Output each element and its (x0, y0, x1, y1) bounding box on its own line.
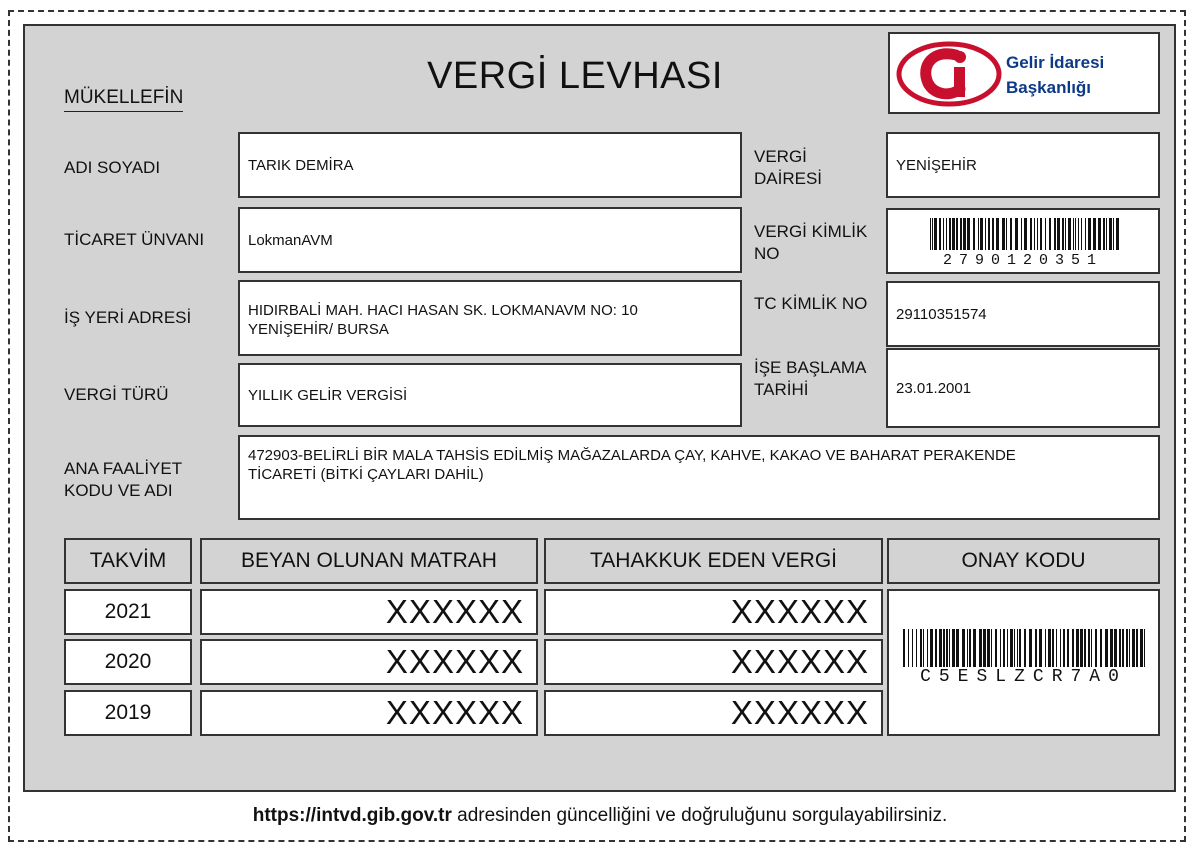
barcode-bar (1048, 629, 1051, 667)
label-ana-faaliyet-line1: ANA FAALİYET (64, 459, 183, 478)
barcode-bar (939, 218, 941, 250)
barcode-bar (1024, 629, 1026, 667)
label-vergi-dairesi-line2: DAİRESİ (754, 169, 823, 188)
barcode-bar (1052, 629, 1054, 667)
barcode-bar (1113, 218, 1114, 250)
barcode-bar (963, 218, 966, 250)
barcode-bar (1030, 218, 1032, 250)
barcode-bar (903, 629, 905, 667)
barcode-bar (946, 218, 947, 250)
barcode-bar (1100, 629, 1102, 667)
barcode-bar (1116, 218, 1119, 250)
label-ticaret-unvani: TİCARET ÜNVANI (64, 230, 205, 249)
year-cell: 2020 (64, 639, 192, 685)
barcode-bar (1140, 629, 1143, 667)
barcode-bar (1081, 218, 1082, 250)
barcode-bar (985, 218, 986, 250)
label-adi-soyadi: ADI SOYADI (64, 158, 161, 177)
barcode-bar (1122, 629, 1124, 667)
barcode-bar (987, 629, 990, 667)
barcode-bar (995, 629, 997, 667)
adres-line2: YENİŞEHİR/ BURSA (248, 321, 389, 338)
gib-logo (888, 32, 1160, 114)
ticaret-unvani-text: LokmanAVM (248, 231, 333, 249)
label-ana-faaliyet-line2: KODU VE ADI (64, 481, 173, 500)
barcode-bar (1015, 218, 1018, 250)
onay-kodu-text: C5ESLZCR7A0 (920, 667, 1127, 687)
logo-text (1006, 50, 1104, 100)
barcode-bar (967, 218, 970, 250)
barcode-bar (1063, 629, 1065, 667)
barcode-bar (1006, 218, 1007, 250)
barcode-bar (1075, 218, 1076, 250)
barcode-bar (1035, 629, 1037, 667)
barcode-bar (1110, 629, 1113, 667)
barcode-bar (927, 629, 928, 667)
barcode-bar (1010, 629, 1013, 667)
barcode-bar (1091, 629, 1092, 667)
barcode-bar (1037, 218, 1038, 250)
label-vergi-dairesi-line1: VERGİ (754, 147, 807, 166)
barcode-bar (992, 218, 994, 250)
barcode-bar (1017, 629, 1018, 667)
matrah-cell: XXXXXX (200, 690, 538, 736)
barcode-bar (932, 218, 933, 250)
faaliyet-line2: TİCARETİ (BİTKİ ÇAYLARI DAHİL) (248, 466, 484, 483)
barcode-bar (930, 629, 933, 667)
header-tahakkuk-vergi: TAHAKKUK EDEN VERGİ (544, 538, 883, 584)
barcode-bar (1067, 629, 1069, 667)
barcode-bar (935, 629, 937, 667)
logo-line1: Gelir İdaresi (1006, 53, 1105, 72)
label-is-yeri-adresi: İŞ YERİ ADRESİ (64, 308, 192, 327)
header-beyan-matrah: BEYAN OLUNAN MATRAH (200, 538, 538, 584)
gib-logo-icon (894, 37, 1004, 111)
label-vergi-kimlik-no (754, 221, 867, 265)
onay-barcode (889, 591, 1158, 734)
barcode-bar (952, 629, 955, 667)
barcode-bar (1105, 629, 1108, 667)
barcode-bar (1049, 218, 1051, 250)
barcode-bar (1073, 218, 1074, 250)
year-cell: 2021 (64, 589, 192, 635)
barcode-bar (1084, 629, 1086, 667)
barcode-bar (1076, 629, 1079, 667)
label-vergi-turu: VERGİ TÜRÜ (64, 385, 169, 404)
ise-baslama-text: 23.01.2001 (896, 379, 972, 397)
barcode-bar (930, 218, 931, 250)
barcode-bar (1002, 218, 1005, 250)
barcode-bar (912, 629, 913, 667)
barcode-bar (1039, 629, 1042, 667)
vergi-turu-value (238, 363, 742, 427)
barcode-bar (956, 629, 959, 667)
barcode-bar (973, 218, 975, 250)
barcode-bar (1126, 629, 1128, 667)
matrah-cell: XXXXXX (200, 589, 538, 635)
barcode-bar (1098, 218, 1101, 250)
tc-kimlik-no-value (886, 281, 1160, 347)
barcode-bar (983, 629, 986, 667)
barcode-bar (996, 218, 999, 250)
barcode-bar (956, 218, 958, 250)
vergi-dairesi-value (886, 132, 1160, 198)
barcode-bar (1019, 629, 1021, 667)
ise-baslama-value (886, 348, 1160, 428)
barcode-bar (1024, 218, 1027, 250)
adres-line1: HIDIRBALİ MAH. HACI HASAN SK. LOKMANAVM NO: 10 (248, 302, 638, 319)
barcode-bar (1021, 218, 1022, 250)
barcode-bar (991, 629, 992, 667)
year-cell: 2019 (64, 690, 192, 736)
adi-soyadi-text: TARIK DEMİRA (248, 156, 354, 174)
logo-line2: Başkanlığı (1006, 78, 1092, 97)
barcode-bar (1085, 218, 1086, 250)
barcode-bar (1054, 218, 1056, 250)
barcode-bar (1010, 218, 1012, 250)
barcode-bar (1129, 629, 1130, 667)
faaliyet-line1: 472903-BELİRLİ BİR MALA TAHSİS EDİLMİŞ MAĞAZALARDA ÇAY, KAHVE, KAKAO VE BAHARAT PERAKENDE (248, 447, 1016, 464)
barcode-bar (1060, 629, 1061, 667)
barcode-bar (1068, 218, 1071, 250)
barcode-bar (908, 629, 909, 667)
barcode-bar (1119, 629, 1121, 667)
barcode-bar (988, 218, 990, 250)
barcode-bar (980, 218, 983, 250)
barcode-bar (949, 218, 951, 250)
label-vergi-dairesi (754, 146, 822, 190)
barcode-bar (1062, 218, 1064, 250)
footer (0, 805, 1200, 827)
barcode-bar (979, 629, 982, 667)
barcode-bar (1000, 629, 1001, 667)
barcode-bar (1065, 218, 1066, 250)
barcode-bar (943, 218, 944, 250)
barcode-bar (962, 629, 965, 667)
matrah-cell: XXXXXX (200, 639, 538, 685)
barcode-bar (916, 629, 917, 667)
barcode-bar (1007, 629, 1008, 667)
page-title: VERGİ LEVHASI (427, 55, 723, 97)
barcode-bar (1136, 629, 1138, 667)
barcode-bar (1014, 629, 1015, 667)
header-takvim: TAKVİM (64, 538, 192, 584)
barcode-bar (1088, 629, 1090, 667)
vkn-barcode-text: 2790120351 (942, 252, 1103, 269)
barcode-bar (1029, 629, 1032, 667)
barcode-bar (952, 218, 955, 250)
label-ise-baslama-line1: İŞE BAŞLAMA (754, 358, 867, 377)
barcode-bar (1106, 218, 1107, 250)
barcode-bar (969, 629, 971, 667)
is-yeri-adresi-value (238, 280, 742, 356)
barcode-bar (949, 629, 950, 667)
barcode-bar (1132, 629, 1135, 667)
barcode-bar (1045, 218, 1046, 250)
vergi-cell: XXXXXX (544, 690, 883, 736)
label-vkn-line1: VERGİ KİMLİK (754, 222, 868, 241)
label-ise-baslama-line2: TARİHİ (754, 380, 809, 399)
barcode-bar (1078, 218, 1079, 250)
barcode-bar (973, 629, 976, 667)
barcode-bar (1144, 629, 1145, 667)
vergi-turu-text: YILLIK GELİR VERGİSİ (248, 386, 408, 404)
vergi-kimlik-no-value (886, 208, 1160, 274)
header-onay-kodu: ONAY KODU (887, 538, 1160, 584)
barcode-bar (1057, 218, 1060, 250)
adi-soyadi-value (238, 132, 742, 198)
label-vkn-line2: NO (754, 244, 780, 263)
barcode-bar (1045, 629, 1046, 667)
barcode-bar (1114, 629, 1117, 667)
barcode-bar (960, 218, 962, 250)
barcode-bar (1003, 629, 1005, 667)
footer-text: adresinden güncelliğini ve doğruluğunu sorgulayabilirsiniz. (451, 805, 948, 826)
ticaret-unvani-value (238, 207, 742, 273)
vergi-cell: XXXXXX (544, 589, 883, 635)
ana-faaliyet-value (238, 435, 1160, 520)
barcode-bar (946, 629, 948, 667)
gib-link[interactable]: https://intvd.gib.gov.tr (252, 805, 452, 826)
label-ana-faaliyet (64, 458, 182, 502)
tc-kimlik-no-text: 29110351574 (896, 305, 987, 323)
barcode-bar (1093, 218, 1096, 250)
barcode-bar (1072, 629, 1074, 667)
onay-kodu-cell (887, 589, 1160, 736)
barcode-bar (934, 218, 937, 250)
barcode-bar (923, 629, 924, 667)
label-tc-kimlik-no: TC KİMLİK NO (754, 294, 868, 313)
barcode-bar (1040, 218, 1042, 250)
barcode-bar (939, 629, 942, 667)
label-ise-baslama (754, 357, 866, 401)
barcode-bar (1034, 218, 1035, 250)
barcode-bar (978, 218, 979, 250)
vergi-dairesi-text: YENİŞEHİR (896, 156, 977, 174)
barcode-bar (920, 629, 922, 667)
barcode-bar (967, 629, 968, 667)
barcode-bar (1088, 218, 1091, 250)
barcode-bar (1095, 629, 1097, 667)
barcode-bar (1103, 218, 1105, 250)
barcode-bar (1109, 218, 1112, 250)
barcode-bar (1080, 629, 1083, 667)
vergi-cell: XXXXXX (544, 639, 883, 685)
barcode-bar (943, 629, 945, 667)
barcode-bar (1056, 629, 1057, 667)
section-label: MÜKELLEFİN (64, 87, 183, 112)
